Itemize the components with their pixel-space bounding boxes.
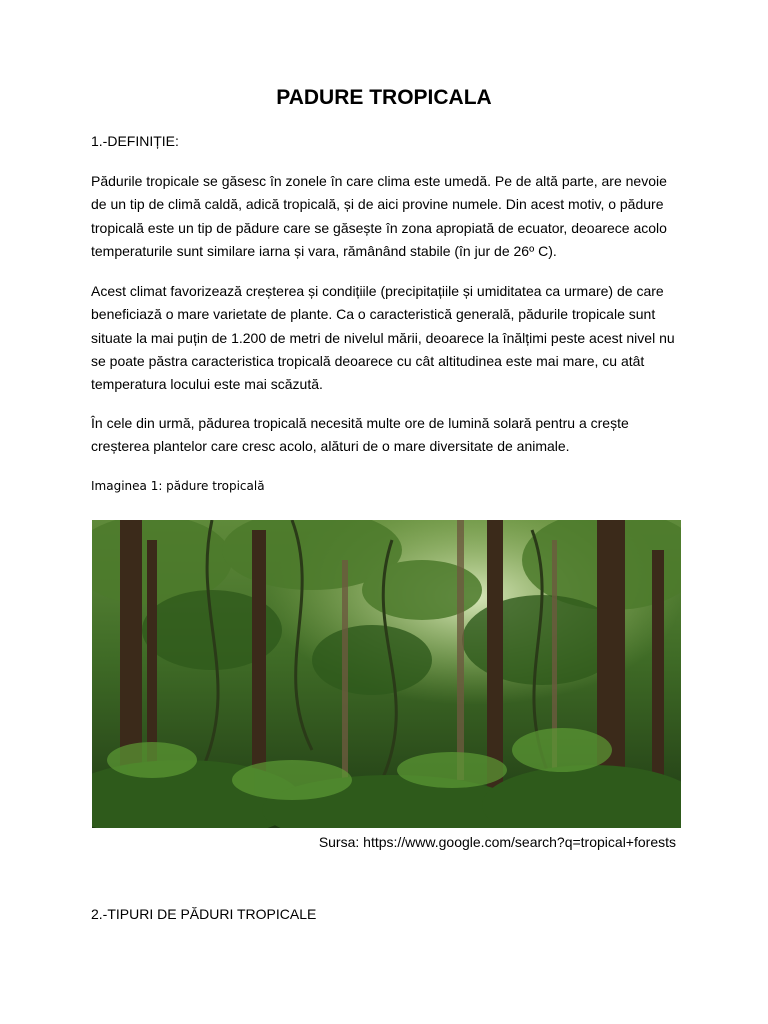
page-title: PADURE TROPICALA <box>276 86 492 109</box>
image-caption: Imaginea 1: pădure tropicală <box>91 479 265 493</box>
paragraph-1: Pădurile tropicale se găsesc în zonele în care clima este umedă. Pe de altă parte, are nevoie de un tip de climă caldă, adică tropicală, și de aici provine numele. Din acest motiv, o pădure tropicală este un tip de pădure care se găsește în zona apropiată de ecuator, deoarece acolo temperaturile sunt similare iarna și vara, rămânând stabile (în jur de 26º C). <box>91 173 667 259</box>
tropical-forest-photo <box>92 520 681 828</box>
image-source: Sursa: https://www.google.com/search?q=tropical+forests <box>318 834 676 850</box>
section-heading-types: 2.-TIPURI DE PĂDURI TROPICALE <box>91 906 317 922</box>
section-heading-definition: 1.-DEFINIȚIE: <box>91 133 179 149</box>
paragraph-2: Acest climat favorizează creșterea și condițiile (precipitațiile și umiditatea ca urmare) de care beneficiază o mare varietate de plante. Ca o caracteristică generală, pădurile tropicale sunt situate la mai puțin de 1.200 de metri de nivelul mării, deoarece la înălțimi peste acest nivel nu se poate păstra caracteristica tropicală deoarece cu cât altitudinea este mai mare, cu atât temperatura locului este mai scăzută. <box>91 283 675 393</box>
paragraph-3: În cele din urmă, pădurea tropicală necesită multe ore de lumină solară pentru a crește creșterea plantelor care cresc acolo, alături de o mare diversitate de animale. <box>91 415 629 455</box>
